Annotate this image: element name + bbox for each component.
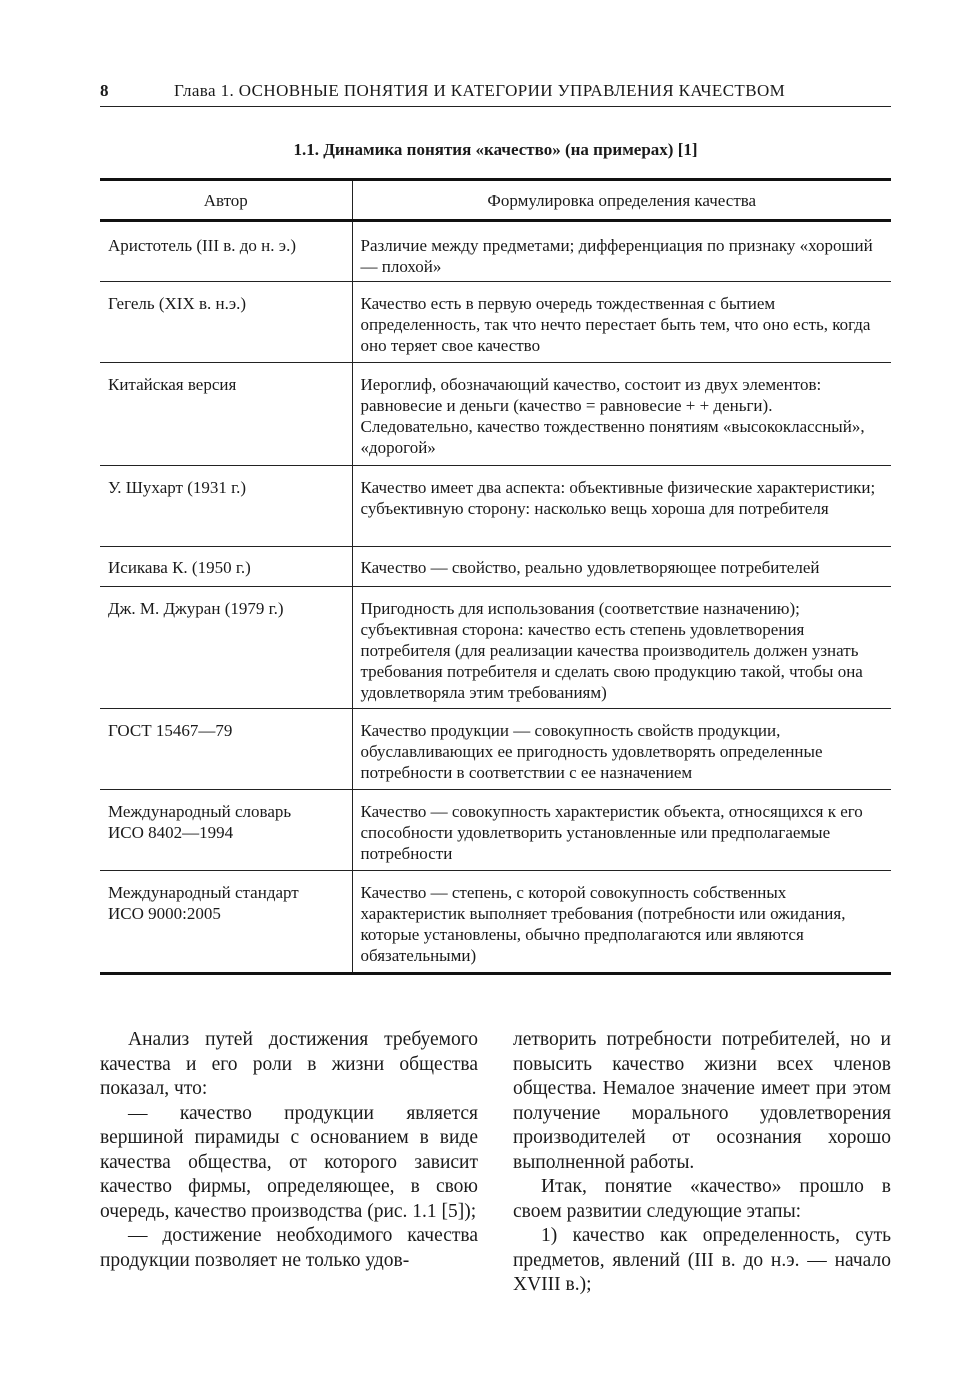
table-row (100, 871, 891, 974)
definition-text: Иероглиф, обозначающий качество, состоит из двух элементов: равновесие и деньги (качество = равновесие + + деньги). Следовательно, качество тождественно понятиям «высококлассный», «дорогой» (360, 375, 865, 457)
body-column-left (100, 1028, 478, 1273)
page-number: 8 (100, 81, 109, 100)
author-cell (100, 221, 352, 282)
definition-cell (352, 363, 891, 466)
definition-text: Различие между предметами; дифференциация по признаку «хороший — плохой» (360, 236, 873, 276)
table-row (100, 363, 891, 466)
definition-cell (352, 282, 891, 363)
definition-text: Качество имеет два аспекта: объективные физические характеристики; субъективную сторону: насколько вещь хороша для потребителя (360, 478, 876, 518)
author-cell (100, 709, 352, 790)
definition-cell (352, 221, 891, 282)
author-cell (100, 547, 352, 587)
author-text: Дж. М. Джуран (1979 г.) (108, 599, 284, 618)
definition-text: Качество — степень, с которой совокупность собственных характеристик выполняет требования (потребности или ожидания, которые установлены, обычно предполагаются или являются обязательными) (360, 883, 846, 965)
definition-cell (352, 709, 891, 790)
table-row (100, 709, 891, 790)
body-paragraph: — качество продукции является вершиной пирамиды с основанием в виде качества общества, от которого зависит качество фирмы, определяющее, в свою очередь, качество производства (рис. 1.1 [5]); (100, 1102, 478, 1222)
author-cell (100, 871, 352, 974)
body-paragraph: — достижение необходимого качества продукции позволяет не только удов- (100, 1225, 478, 1271)
body-paragraph: Итак, понятие «качество» прошло в своем развитии следующие этапы: (513, 1176, 891, 1222)
definition-cell (352, 587, 891, 709)
definition-text: Качество — совокупность характеристик объекта, относящихся к его способности удовлетворить установленные или предполагаемые потребности (360, 802, 863, 863)
definition-cell (352, 871, 891, 974)
author-text: Китайская версия (108, 375, 237, 394)
definition-cell (352, 547, 891, 587)
quality-definitions-table (100, 178, 891, 975)
chapter-title: Глава 1. ОСНОВНЫЕ ПОНЯТИЯ И КАТЕГОРИИ УПРАВЛЕНИЯ КАЧЕСТВОМ (174, 81, 786, 100)
author-cell (100, 790, 352, 871)
definition-text: Пригодность для использования (соответствие назначению); субъективная сторона: качество есть степень удовлетворения потребителя (для реализации качества производитель должен узнать требования потребителя и сделать свою продукцию такой, чтобы она удовлетворяла этим требованиям) (360, 599, 863, 702)
author-cell (100, 282, 352, 363)
table-row (100, 790, 891, 871)
definition-cell (352, 466, 891, 547)
body-column-right (513, 1028, 891, 1298)
table-header-row (100, 180, 891, 221)
author-cell (100, 466, 352, 547)
author-cell (100, 587, 352, 709)
author-text: У. Шухарт (1931 г.) (108, 478, 247, 497)
definition-text: Качество — свойство, реально удовлетворяющее потребителей (360, 558, 820, 577)
body-paragraph: Анализ путей достижения требуемого качества и его роли в жизни общества показал, что: (100, 1029, 478, 1099)
table-row (100, 221, 891, 282)
definition-text: Качество продукции — совокупность свойств продукции, обуславливающих ее пригодность удовлетворять определенные потребности в соответствии с ее назначением (360, 721, 823, 782)
table-row (100, 547, 891, 587)
column-header-definition: Формулировка определения качества (352, 180, 891, 221)
author-text: Гегель (XIX в. н.э.) (108, 294, 247, 313)
table-row (100, 587, 891, 709)
body-paragraph: 1) качество как определенность, суть предметов, явлений (III в. до н.э. — начало XVIII в.); (513, 1225, 891, 1295)
running-header (100, 80, 891, 107)
author-cell (100, 363, 352, 466)
author-text: Международный словарь ИСО 8402—1994 (108, 802, 292, 842)
definition-text: Качество есть в первую очередь тождественная с бытием определенность, так что нечто перестает быть тем, что оно есть, когда оно теряет свое качество (360, 294, 871, 355)
author-text: Международный стандарт ИСО 9000:2005 (108, 883, 299, 923)
author-text: Аристотель (III в. до н. э.) (108, 236, 296, 255)
body-paragraph: летворить потребности потребителей, но и повысить качество жизни всех членов общества. Немалое значение имеет при этом получение морального удовлетворения производителей от осознания хорошо выполненной работы. (513, 1029, 891, 1173)
definition-cell (352, 790, 891, 871)
author-text: ГОСТ 15467—79 (108, 721, 233, 740)
author-text: Исикава К. (1950 г.) (108, 558, 251, 577)
table-row (100, 466, 891, 547)
column-header-author: Автор (100, 180, 352, 221)
table-row (100, 282, 891, 363)
table-caption: 1.1. Динамика понятия «качество» (на примерах) [1] (293, 140, 698, 159)
